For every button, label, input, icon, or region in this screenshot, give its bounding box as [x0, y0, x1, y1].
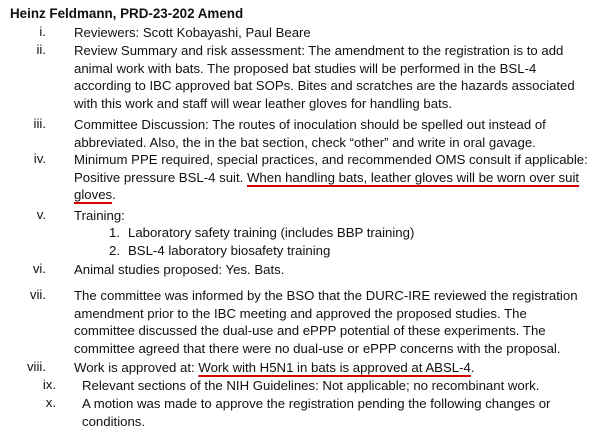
item-number: i.: [39, 24, 46, 39]
item-text: The committee was informed by the BSO that the DURC-IRE reviewed the registration: [74, 288, 578, 303]
item-text: committee discussed the dual-use and ePPP potential of these experiments. The: [74, 323, 546, 339]
item-text: Training:: [74, 208, 125, 223]
item-number: viii.: [26, 359, 46, 374]
item-text: Minimum PPE required, special practices, and recommended OMS consult if applicable:: [74, 152, 588, 167]
item-text-plain: .: [470, 360, 475, 375]
item-number: ii.: [36, 42, 46, 57]
item-number: iii.: [33, 116, 46, 131]
item-text-plain: Work is approved at:: [74, 360, 199, 375]
item-text: Committee Discussion: The routes of inoculation should be spelled out instead of: [74, 117, 546, 132]
sub-item-number: 1.: [109, 225, 120, 240]
item-text-plain: Positive pressure BSL-4 suit.: [74, 169, 247, 185]
item-text: [74, 186, 604, 204]
item-number: x.: [45, 395, 56, 410]
underlined-text: When handling bats, leather gloves will be worn over suit: [246, 169, 580, 185]
sub-list-item: [96, 224, 414, 259]
item-number: vii.: [29, 287, 46, 302]
item-text: conditions.: [82, 413, 146, 429]
item-text: committee agreed that there were no dual-use or ePPP concerns with the proposal.: [74, 340, 561, 356]
item-number: ix.: [42, 377, 56, 392]
item-number: v.: [36, 207, 46, 222]
item-text: with this work and staff will wear leather gloves for handling bats.: [74, 95, 452, 111]
underlined-text: Work with H5N1 in bats is approved at ABSL-4: [198, 360, 471, 375]
sub-item-number: 2.: [109, 242, 120, 258]
sub-item-text: Laboratory safety training (includes BBP training): [128, 225, 415, 240]
item-text: according to IBC approved bat SOPs. Bites and scratches are the hazards associated: [74, 78, 575, 94]
item-text-plain: .: [112, 187, 116, 203]
item-text: animal work with bats. The proposed bat studies will be performed in the BSL-4: [74, 60, 537, 76]
underlined-text: gloves: [74, 187, 113, 203]
sub-item-text: BSL-4 laboratory biosafety training: [128, 242, 331, 258]
item-text: Animal studies proposed: Yes. Bats.: [74, 262, 285, 277]
item-text: [74, 169, 604, 187]
item-number: vi.: [32, 261, 46, 276]
item-text: Review Summary and risk assessment: The amendment to the registration is to add: [74, 43, 564, 58]
document-heading: Heinz Feldmann, PRD-23-202 Amend: [10, 6, 244, 21]
item-text: [74, 359, 604, 377]
item-text: Reviewers: Scott Kobayashi, Paul Beare: [74, 25, 311, 40]
item-text: Relevant sections of the NIH Guidelines: Not applicable; no recombinant work.: [82, 378, 540, 393]
item-text: amendment prior to the IBC meeting and approved the proposed studies. The: [74, 305, 527, 321]
item-text: A motion was made to approve the registration pending the following changes or: [82, 396, 551, 411]
item-number: iv.: [33, 151, 46, 166]
item-text: abbreviated. Also, the in the bat section, check “other” and write in oral gavage.: [74, 134, 536, 150]
